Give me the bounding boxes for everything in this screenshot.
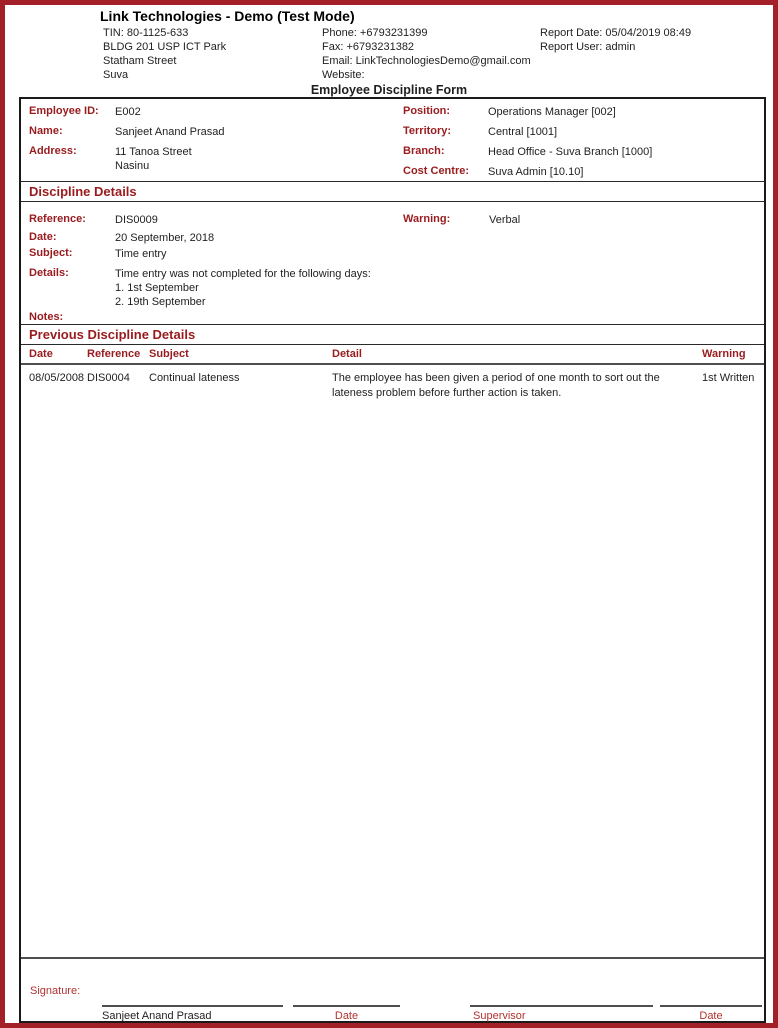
details-label: Details: xyxy=(29,267,69,279)
employee-info-left-column xyxy=(21,105,397,181)
report-meta-column xyxy=(540,26,773,82)
employee-address-label: Address: xyxy=(29,145,77,157)
employee-address-value xyxy=(115,145,192,173)
form-body xyxy=(19,97,766,1023)
row-date: 08/05/2008 xyxy=(29,372,85,384)
column-header-date: Date xyxy=(29,348,53,360)
details-line2: 1. 1st September xyxy=(115,282,199,294)
signature-date-caption-1: Date xyxy=(334,1010,359,1022)
employee-date-line xyxy=(293,1005,400,1007)
signature-date-caption-2: Date xyxy=(699,1010,723,1022)
discipline-details-section-title: Discipline Details xyxy=(29,184,137,199)
notes-label: Notes: xyxy=(29,311,64,323)
details-line3: 2. 19th September xyxy=(115,296,206,308)
details-line1: Time entry was not completed for the following days: xyxy=(115,268,371,280)
employee-name-row xyxy=(29,125,397,145)
previous-discipline-table-header xyxy=(21,345,764,365)
employee-address-line1: 11 Tanoa Street xyxy=(115,146,192,158)
previous-discipline-section-title: Previous Discipline Details xyxy=(29,327,196,342)
signature-label: Signature: xyxy=(30,985,81,997)
company-fax: Fax: +6793231382 xyxy=(322,41,415,53)
row-subject: Continual lateness xyxy=(149,372,240,384)
discipline-details-section-header xyxy=(21,181,764,202)
discipline-details-section xyxy=(21,202,764,324)
company-contact-column xyxy=(322,26,540,82)
cost-centre-value: Suva Admin [10.10] xyxy=(488,166,584,178)
report-date: Report Date: 05/04/2019 08:49 xyxy=(540,27,692,39)
position-row xyxy=(403,105,764,125)
column-header-detail: Detail xyxy=(332,348,362,360)
previous-discipline-section-header xyxy=(21,324,764,345)
table-row xyxy=(21,365,764,401)
details-value xyxy=(115,267,371,309)
signature-employee-name: Sanjeet Anand Prasad xyxy=(102,1010,212,1022)
form-title: Employee Discipline Form xyxy=(310,83,468,97)
warning-value: Verbal xyxy=(489,214,521,226)
company-address-line1: BLDG 201 USP ICT Park xyxy=(103,41,227,53)
branch-value: Head Office - Suva Branch [1000] xyxy=(488,146,653,158)
position-label: Position: xyxy=(403,105,451,117)
signature-supervisor-caption: Supervisor xyxy=(473,1010,526,1022)
reference-label: Reference: xyxy=(29,213,86,225)
employee-address-line2: Nasinu xyxy=(115,160,150,172)
branch-label: Branch: xyxy=(403,145,445,157)
reference-value: DIS0009 xyxy=(115,214,158,226)
column-header-subject: Subject xyxy=(149,348,189,360)
warning-row xyxy=(403,213,764,233)
discipline-date-label: Date: xyxy=(29,231,57,243)
company-website: Website: xyxy=(322,69,365,81)
employee-address-row xyxy=(29,145,397,173)
territory-label: Territory: xyxy=(403,125,452,137)
company-address-column xyxy=(103,26,322,82)
warning-label: Warning: xyxy=(403,213,451,225)
subject-label: Subject: xyxy=(29,247,73,259)
report-user: Report User: admin xyxy=(540,41,636,53)
employee-id-value: E002 xyxy=(115,106,141,118)
employee-id-label: Employee ID: xyxy=(29,105,99,117)
company-name: Link Technologies - Demo (Test Mode) xyxy=(100,8,355,24)
supervisor-signature-line xyxy=(470,1005,653,1007)
employee-name-value: Sanjeet Anand Prasad xyxy=(115,126,225,138)
branch-row xyxy=(403,145,764,165)
territory-value: Central [1001] xyxy=(488,126,558,138)
position-value: Operations Manager [002] xyxy=(488,106,616,118)
company-address-line3: Suva xyxy=(103,69,129,81)
discipline-date-value: 20 September, 2018 xyxy=(115,232,215,244)
employee-id-row xyxy=(29,105,397,125)
company-tin: TIN: 80-1125-633 xyxy=(103,27,189,39)
discipline-date-row xyxy=(29,231,397,247)
territory-row xyxy=(403,125,764,145)
company-email: Email: LinkTechnologiesDemo@gmail.com xyxy=(322,55,531,67)
reference-row xyxy=(29,213,397,231)
previous-discipline-table-body xyxy=(21,365,764,957)
company-address-line2: Statham Street xyxy=(103,55,177,67)
column-header-warning: Warning xyxy=(702,348,746,360)
discipline-details-left-column xyxy=(21,213,397,324)
cost-centre-label: Cost Centre: xyxy=(403,165,470,177)
discipline-details-right-column xyxy=(397,213,764,324)
details-row xyxy=(29,267,397,311)
row-warning: 1st Written xyxy=(702,372,755,384)
supervisor-date-line xyxy=(660,1005,762,1007)
company-phone: Phone: +6793231399 xyxy=(322,27,428,39)
row-reference: DIS0004 xyxy=(87,372,130,384)
subject-row xyxy=(29,247,397,267)
employee-signature-line xyxy=(102,1005,283,1007)
employee-info-section xyxy=(21,99,764,181)
employee-info-right-column xyxy=(397,105,764,181)
signature-section xyxy=(21,957,764,1021)
employee-name-label: Name: xyxy=(29,125,63,137)
subject-value: Time entry xyxy=(115,248,167,260)
report-header xyxy=(5,5,773,97)
company-info xyxy=(103,26,773,82)
column-header-reference: Reference xyxy=(87,348,141,360)
row-detail: The employee has been given a period of one month to sort out the lateness problem before further action is taken. xyxy=(332,372,660,399)
